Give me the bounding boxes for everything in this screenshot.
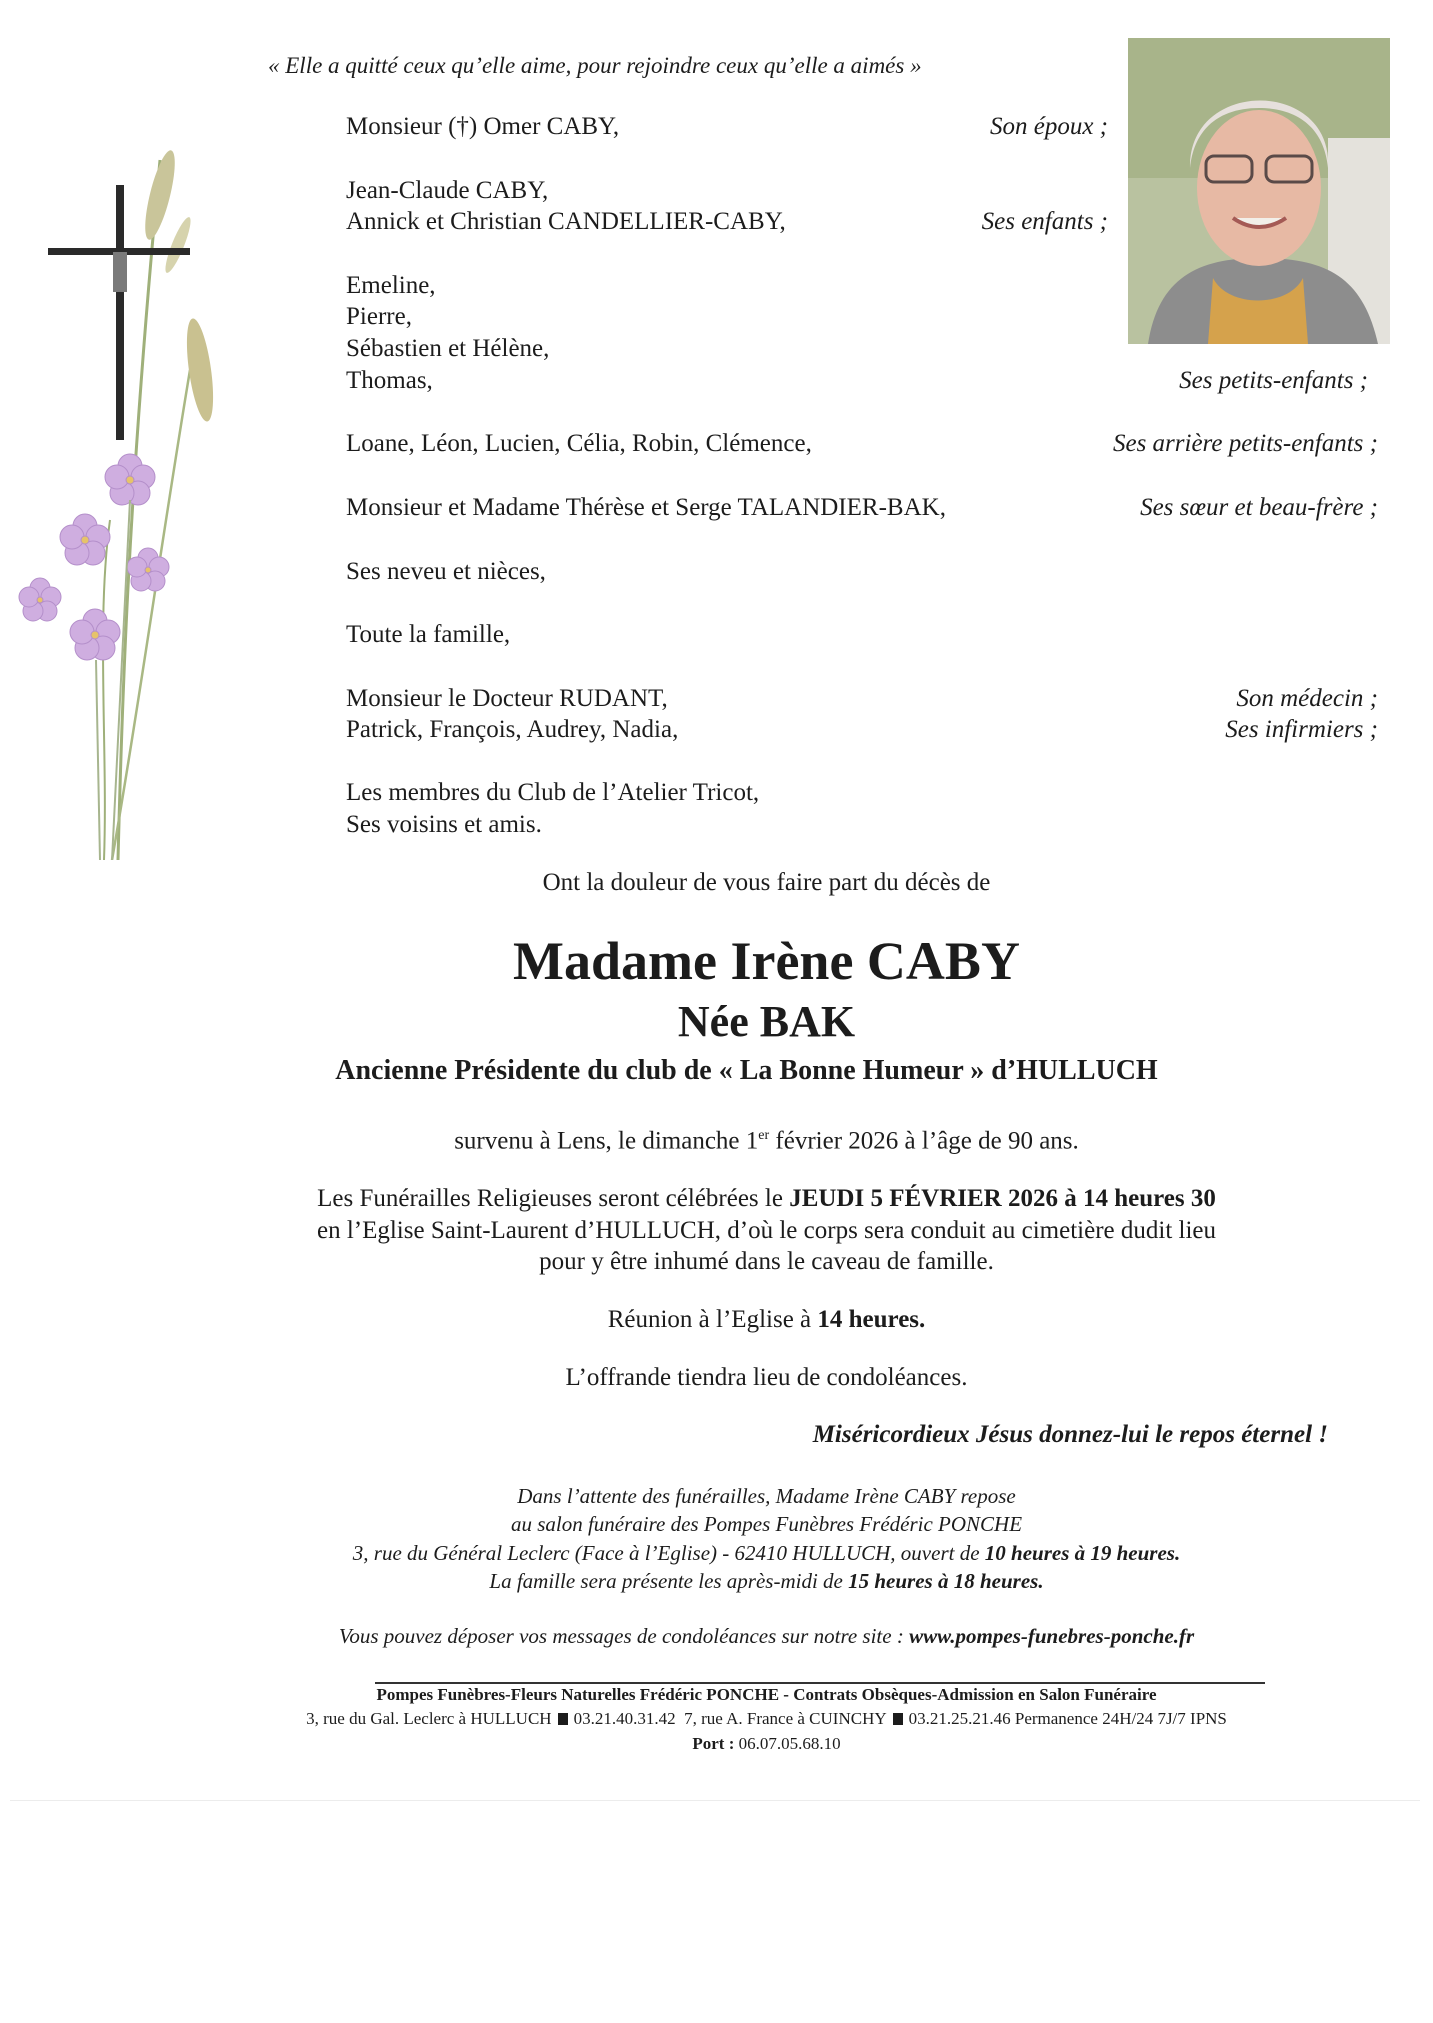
relation-label: Son époux ; [989,113,1108,140]
mobile-number: 06.07.05.68.10 [734,1734,841,1753]
family-name: Annick et Christian CANDELLIER-CABY, [346,208,786,235]
opening-hours: 10 heures à 19 heures. [984,1541,1181,1565]
address-hulluch: 3, rue du Gal. Leclerc à HULLUCH [306,1709,552,1728]
address-cuinchy: 7, rue A. France à CUINCHY [684,1709,887,1728]
wheat-ear-icon [139,148,218,423]
footer-mobile [0,1732,1433,1756]
relation-label: Son médecin ; [1236,685,1378,712]
deceased-name: Madame Irène CABY [513,931,1020,991]
relation-label: Ses arrière petits-enfants ; [1112,430,1378,457]
family-name: Monsieur (†) Omer CABY, [346,113,620,140]
phone-hulluch: 03.21.40.31.42 [573,1709,676,1728]
birth-name: Née BAK [677,997,856,1046]
violet-flowers-icon [19,454,169,660]
family-name: Pierre, [346,303,412,330]
meeting-info [0,1304,1433,1336]
deceased-title: Ancienne Présidente du club de « La Bonne Humeur » d’HULLUCH [335,1055,1158,1086]
page-edge [10,1800,1420,1801]
family-name: Ses voisins et amis. [346,811,542,838]
family-name: Monsieur et Madame Thérèse et Serge TALANDIER-BAK, [346,494,946,521]
family-presence-text: La famille sera présente les après-midi de [489,1569,849,1593]
phone-cuinchy: 03.21.25.21.46 Permanence 24H/24 7J/7 IPNS [908,1709,1227,1728]
meeting-time: 14 heures. [817,1306,926,1333]
funeral-text: Les Funérailles Religieuses seront célébrées le [317,1185,790,1212]
phone-icon [558,1713,568,1725]
relation-label: Ses petits-enfants ; [1179,367,1368,394]
cross-flowers-illustration [0,100,240,860]
repose-hours [0,1539,1433,1567]
website-text: Vous pouvez déposer vos messages de condoléances sur notre site : [338,1624,910,1648]
prayer: Miséricordieux Jésus donnez-lui le repos éternel ! [812,1421,1328,1448]
family-name: Toute la famille, [346,621,511,648]
repose-line: Dans l’attente des funérailles, Madame Irène CABY repose [517,1484,1016,1508]
relation-label: Ses enfants ; [981,208,1108,235]
death-info [0,1120,1433,1157]
funeral-date: JEUDI 5 FÉVRIER 2026 à 14 heures 30 [789,1185,1216,1212]
family-name: Sébastien et Hélène, [346,335,550,362]
footer-contacts [0,1707,1433,1731]
footer-rule [375,1682,1265,1684]
announcement: Ont la douleur de vous faire part du décès de [542,869,991,896]
relation-label: Ses infirmiers ; [1225,716,1378,743]
offering-note: L’offrande tiendra lieu de condoléances. [565,1364,968,1391]
funeral-line: en l’Eglise Saint-Laurent d’HULLUCH, d’où le corps sera conduit au cimetière dudit lieu [316,1217,1217,1244]
family-presence [0,1567,1433,1595]
funeral-line: pour y être inhumé dans le caveau de famille. [539,1248,994,1275]
portrait-photo [1128,38,1390,344]
quote: « Elle a quitté ceux qu’elle aime, pour rejoindre ceux qu’elle a aimés » [268,53,922,78]
website-link[interactable]: www.pompes-funebres-ponche.fr [909,1624,1195,1648]
repose-line: au salon funéraire des Pompes Funèbres Frédéric PONCHE [510,1512,1023,1536]
family-name: Les membres du Club de l’Atelier Tricot, [346,779,760,806]
family-name: Thomas, [346,367,433,394]
website-line [0,1622,1433,1650]
cross-icon [48,185,190,440]
ordinal-sup: er [758,1128,770,1143]
mobile-label: Port : [692,1734,735,1753]
family-name: Ses neveu et nièces, [346,558,546,585]
meeting-text: Réunion à l’Eglise à [607,1306,818,1333]
repose-address: 3, rue du Général Leclerc (Face à l’Eglise) - 62410 HULLUCH, ouvert de [352,1541,985,1565]
family-name: Emeline, [346,272,436,299]
family-name: Loane, Léon, Lucien, Célia, Robin, Clémence, [346,430,812,457]
relation-label: Ses sœur et beau-frère ; [1140,494,1378,521]
death-text-end: février 2026 à l’âge de 90 ans. [769,1127,1079,1155]
death-text: survenu à Lens, le dimanche 1 [454,1127,759,1155]
footer-company: Pompes Funèbres-Fleurs Naturelles Frédéric PONCHE - Contrats Obsèques-Admission en Salon Funéraire [376,1685,1157,1704]
family-presence-hours: 15 heures à 18 heures. [848,1569,1044,1593]
family-name: Patrick, François, Audrey, Nadia, [346,716,679,743]
family-name: Jean-Claude CABY, [346,177,549,204]
phone-icon [893,1713,903,1725]
funeral-line [0,1183,1433,1215]
family-name: Monsieur le Docteur RUDANT, [346,685,668,712]
